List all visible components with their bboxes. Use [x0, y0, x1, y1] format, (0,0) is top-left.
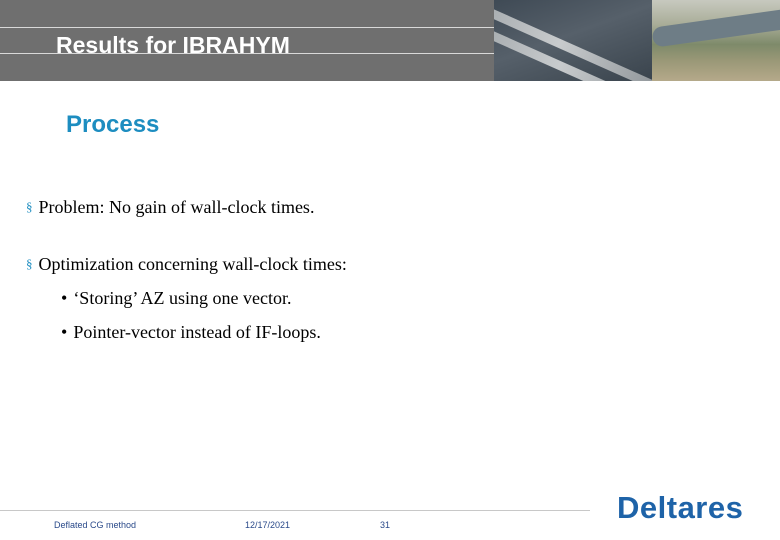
sub-bullet-text: ‘Storing’ AZ using one vector. [73, 288, 292, 308]
bullet-item [26, 196, 314, 218]
section-subtitle: Process [66, 111, 160, 138]
slide-title: Results for IBRAHYM [56, 32, 290, 58]
sub-bullet-dot-icon: • [61, 288, 68, 308]
footer-label: Deflated CG method [54, 520, 137, 530]
bullet-marker-icon: § [26, 199, 33, 214]
landscape-photo [652, 0, 780, 81]
footer-divider [0, 510, 590, 511]
bullet-marker-icon: § [26, 256, 33, 271]
deltares-logo: Deltares [617, 490, 744, 525]
footer-page-number: 31 [380, 520, 391, 530]
bridge-photo [494, 0, 652, 81]
sub-bullet-item [61, 287, 291, 309]
header-banner [0, 0, 780, 81]
bullet-text: Problem: No gain of wall-clock times. [38, 197, 315, 217]
bullet-item [26, 253, 347, 275]
sub-bullet-text: Pointer-vector instead of IF-loops. [73, 322, 321, 342]
footer-date: 12/17/2021 [245, 520, 291, 530]
bullet-text: Optimization concerning wall-clock times: [38, 254, 347, 274]
sub-bullet-dot-icon: • [61, 322, 68, 342]
sub-bullet-item [61, 321, 321, 343]
